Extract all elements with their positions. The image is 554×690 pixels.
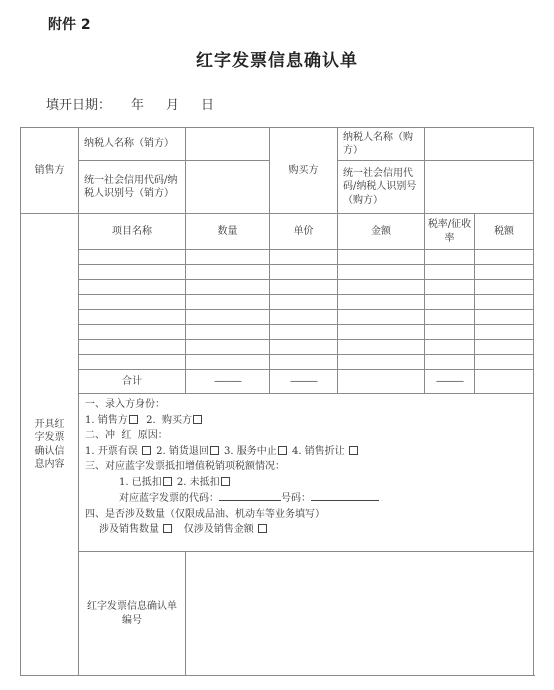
total-rate-dash: ——— [425,370,475,394]
table-row [21,250,534,265]
col-header-tax-amount: 税额 [475,214,534,250]
table-row [21,265,534,280]
info-section-reason: 二、冲 红 原因： [85,430,168,441]
total-quantity-dash: ——— [186,370,270,394]
buyer-name-field[interactable] [425,128,534,161]
total-row [21,370,534,394]
involves-quantity-checkbox[interactable] [163,524,172,533]
sales-discount-checkbox[interactable] [349,446,358,455]
form-title: 红字发票信息确认单 [196,51,358,71]
seller-name-label: 纳税人名称（销方） [79,128,186,161]
table-row [21,340,534,355]
invoice-error-checkbox[interactable] [142,446,151,455]
total-label: 合计 [79,370,186,394]
col-header-unit-price: 单价 [270,214,338,250]
table-row [21,295,534,310]
seller-id-label: 统一社会信用代码/纳税人识别号（销方） [79,161,186,214]
buyer-id-label: 统一社会信用代码/纳税人识别号（购方） [338,161,425,214]
info-section-entry-party: 一、录入方身份： [85,399,165,410]
not-deducted-checkbox[interactable] [221,477,230,486]
buyer-section-label: 购买方 [270,128,338,214]
blue-invoice-code-field[interactable] [219,490,281,501]
confirmation-form-table [20,127,534,676]
seller-name-field[interactable] [186,128,270,161]
col-header-tax-rate: 税率/征收率 [425,214,475,250]
items-section-label: 开具红字发票确认信息内容 [21,214,79,676]
buyer-id-field[interactable] [425,161,534,214]
goods-return-checkbox[interactable] [210,446,219,455]
fill-date-label: 填开日期： [46,98,112,113]
table-row [21,310,534,325]
attachment-label: 附件 2 [48,17,91,33]
info-section-deduction: 三、对应蓝字发票抵扣增值税销项税额情况： [85,461,285,472]
seller-section-label: 销售方 [21,128,79,214]
table-row [21,280,534,295]
total-tax-field[interactable] [475,370,534,394]
table-row [21,355,534,370]
buyer-name-label: 纳税人名称（购方） [338,128,425,161]
amount-only-checkbox[interactable] [258,524,267,533]
col-header-item-name: 项目名称 [79,214,186,250]
day-label: 日 [201,98,215,113]
fill-date-row [46,94,228,113]
info-section-quantity: 四、是否涉及数量（仅限成品油、机动车等业务填写） [85,508,325,520]
month-label: 月 [166,98,180,113]
blue-invoice-number-field[interactable] [311,490,379,501]
year-label: 年 [131,98,145,113]
red-invoice-number-label: 红字发票信息确认单编号 [79,552,186,676]
total-price-dash: ——— [270,370,338,394]
seller-checkbox[interactable] [129,415,138,424]
col-header-amount: 金额 [338,214,425,250]
total-amount-field[interactable] [338,370,425,394]
seller-id-field[interactable] [186,161,270,214]
deducted-checkbox[interactable] [163,477,172,486]
service-stop-checkbox[interactable] [278,446,287,455]
confirmation-info-block: 一、录入方身份： 1. 销售方 2. 购买方 二、冲 红 原因： 1. 开票有误 2. 销货退回 3. 服务中止 4. 销售折让 三、对应蓝字发票抵扣增值税销项税额情况： 1. 已抵扣 2. 未抵扣 对应蓝字发票的代码： 号码： 四、是否涉及数量（仅限成品油、机动车等业务填写） 涉及销售数量 仅涉及销售金额 [79,394,534,552]
buyer-checkbox[interactable] [193,415,202,424]
table-row [21,325,534,340]
red-invoice-number-field[interactable] [186,552,534,676]
col-header-quantity: 数量 [186,214,270,250]
